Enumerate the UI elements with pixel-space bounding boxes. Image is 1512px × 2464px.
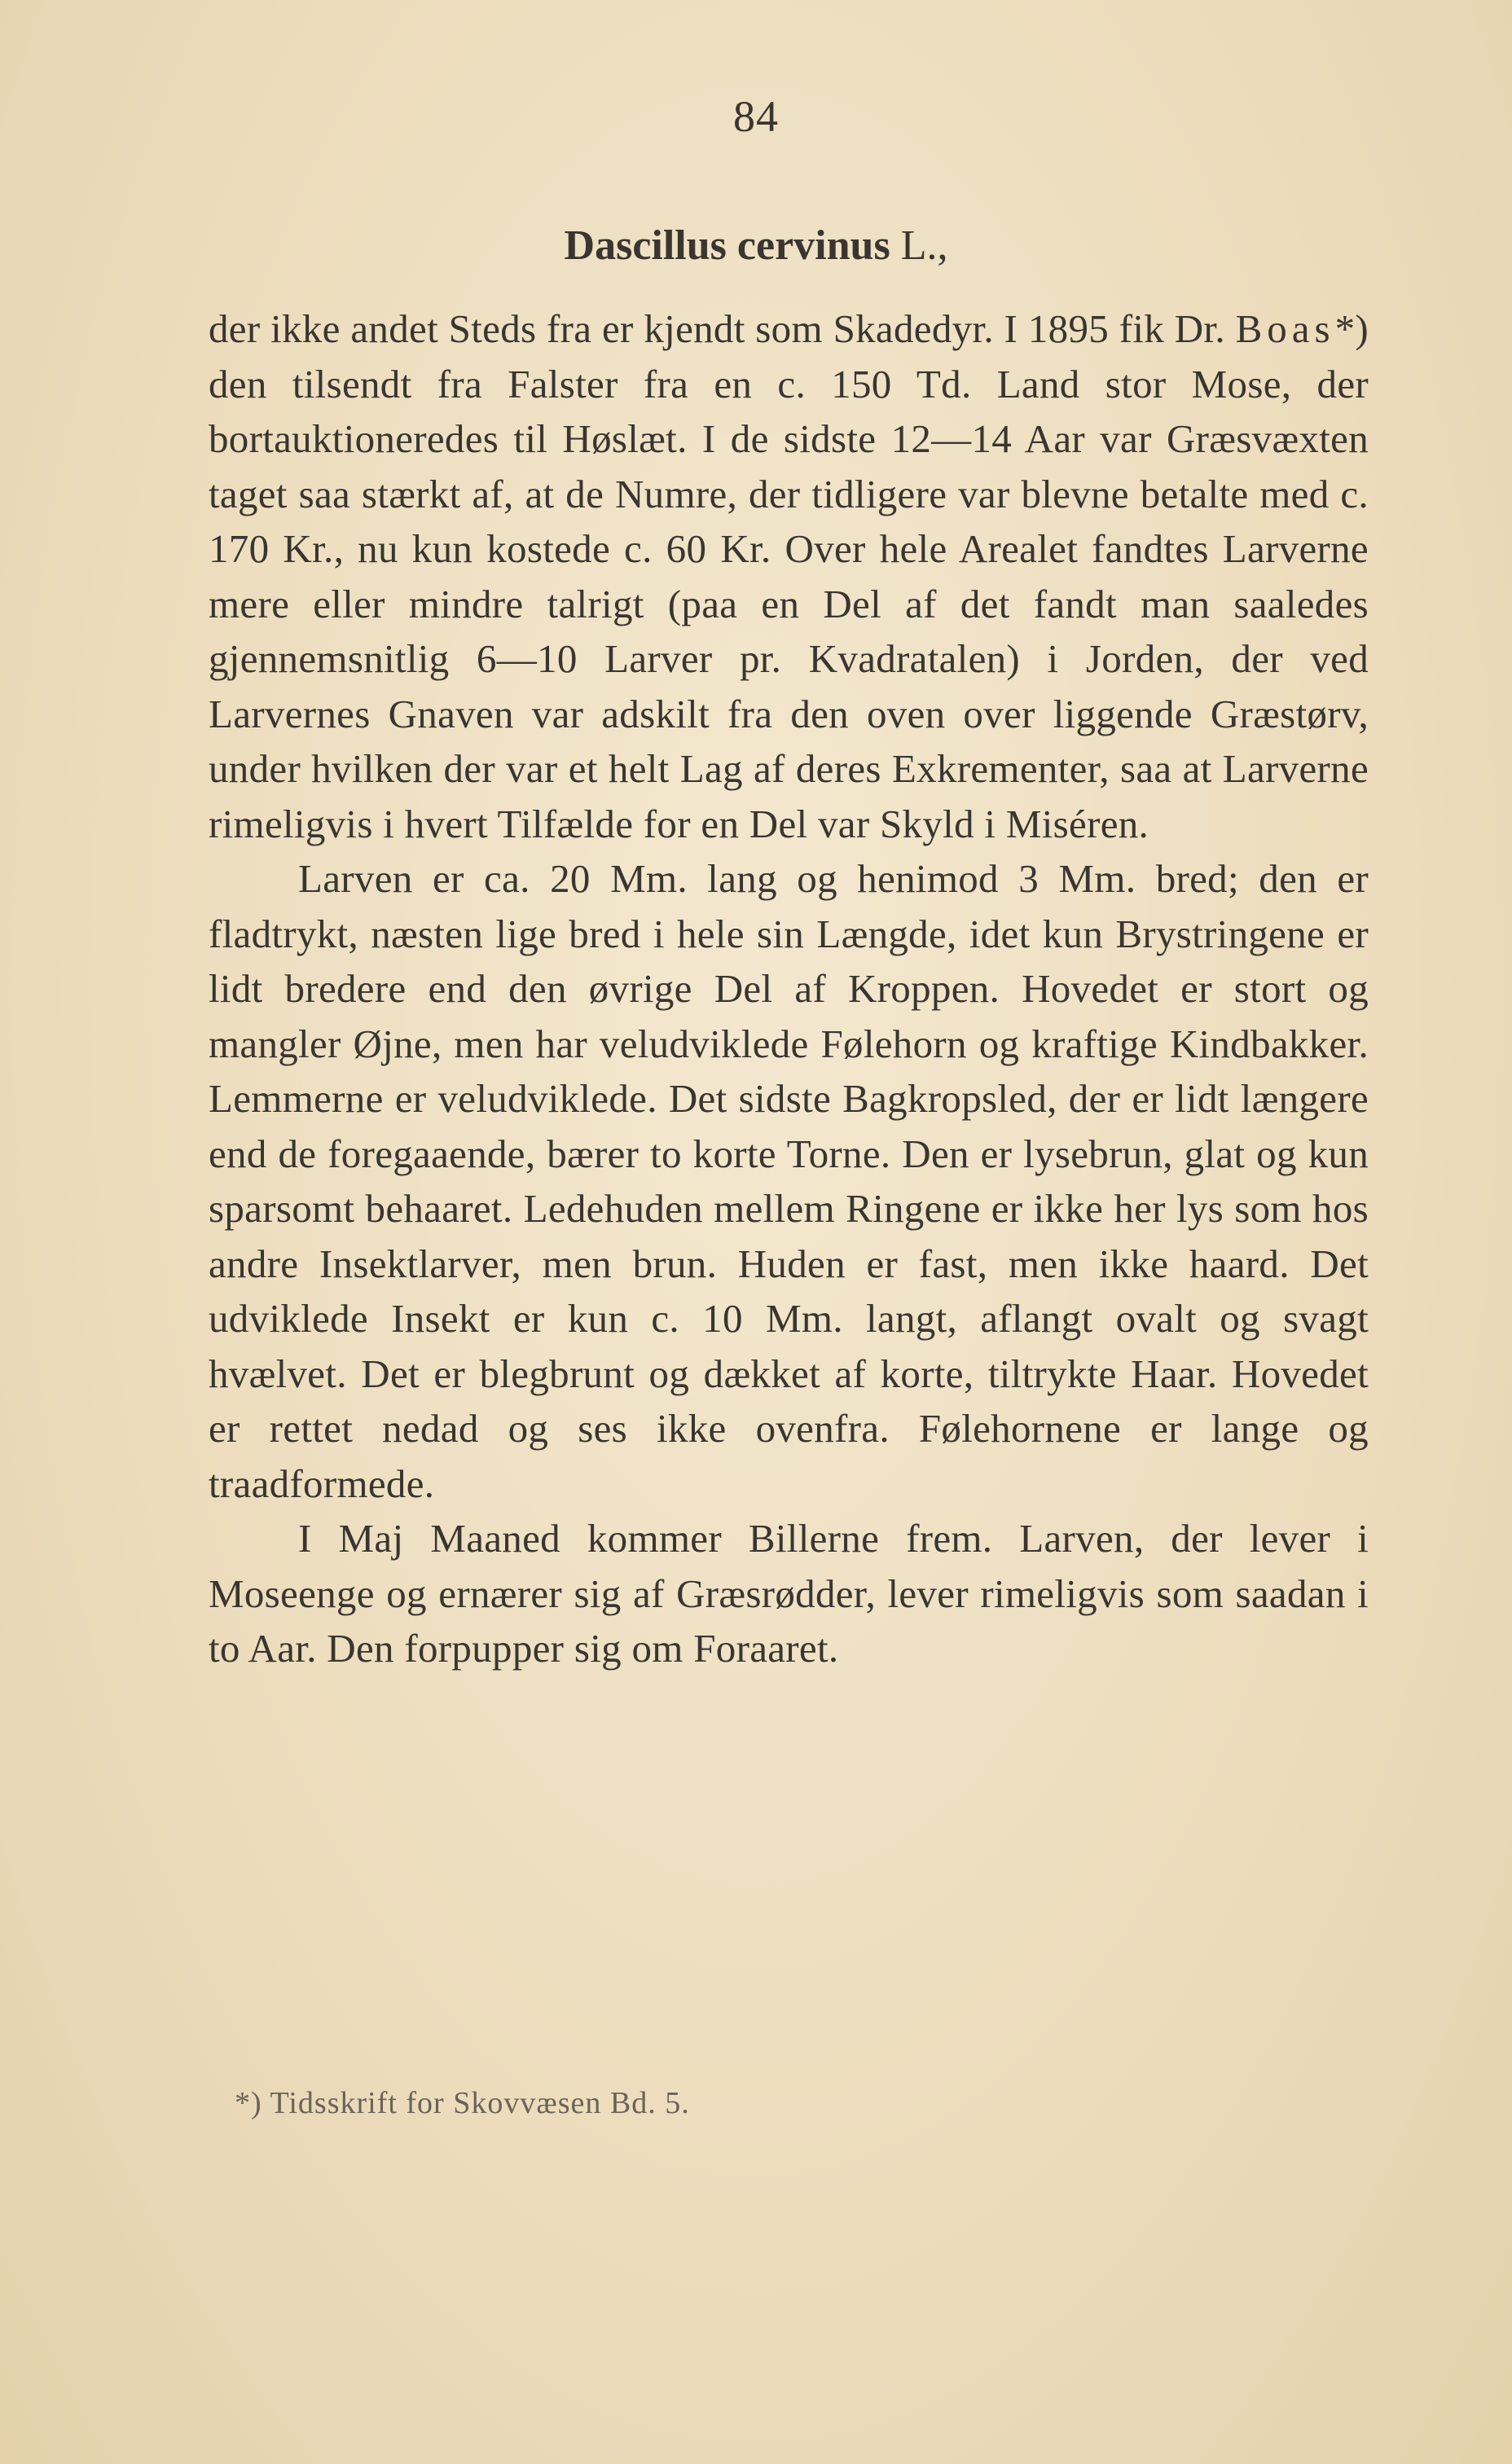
paragraph-2: Larven er ca. 20 Mm. lang og henimod 3 Mm. bred; den er fladtrykt, næsten lige bred i hele sin Længde, idet kun Brystringene er lidt bredere end den øvrige Del af Kroppen. Hovedet er stort og mangler Øjne, men har veludviklede Følehorn og kraftige Kindbakker. Lemmerne er veludviklede. Det sidste Bagkropsled, der er lidt længere end de foregaaende, bærer to korte Torne. Den er lysebrun, glat og kun sparsomt behaaret. Ledehuden mellem Ringene er ikke her lys som hos andre Insektlarver, men brun. Huden er fast, men ikke haard. Det udviklede Insekt er kun c. 10 Mm. langt, aflangt ovalt og svagt hvælvet. Det er blegbrunt og dækket af korte, tiltrykte Haar. Hovedet er rettet nedad og ses ikke ovenfra. Følehornene er lange og traadformede. — [209, 856, 1369, 1506]
page-number: 84 — [733, 92, 779, 141]
paragraph-1-start: der ikke andet Steds fra er kjendt som Skadedyr. I 1895 fik Dr. — [209, 306, 1236, 351]
footnote: *) Tidsskrift for Skovvæsen Bd. 5. — [235, 2086, 690, 2120]
paragraph-1-rest: *) den tilsendt fra Falster fra en c. 150 Td. Land stor Mose, der bortauktioneredes til Høslæt. I de sidste 12—14 Aar var Græsvæxten taget saa stærkt af, at de Numre, der tidligere var blevne betalte med c. 170 Kr., nu kun kostede c. 60 Kr. Over hele Arealet fandtes Larverne mere eller mindre talrigt (paa en Del af det fandt man saaledes gjennemsnitlig 6—10 Larver pr. Kvadratalen) i Jorden, der ved Larvernes Gnaven var adskilt fra den oven over liggende Græstørv, under hvilken der var et helt Lag af deres Exkrementer, saa at Larverne rimeligvis i hvert Tilfælde for en Del var Skyld i Miséren. — [209, 306, 1369, 846]
species-name: Dascillus cervinus — [564, 222, 890, 269]
paragraph-1 — [209, 301, 1369, 851]
body-text — [209, 301, 1369, 1676]
species-heading — [0, 222, 1512, 270]
species-author: L., — [900, 222, 948, 269]
paragraph-3: I Maj Maaned kommer Billerne frem. Larven, der lever i Moseenge og ernærer sig af Græsrødder, lever rimeligvis som saadan i to Aar. Den forpupper sig om Foraaret. — [209, 1516, 1369, 1671]
author-name-boas: Boas — [1235, 306, 1335, 351]
